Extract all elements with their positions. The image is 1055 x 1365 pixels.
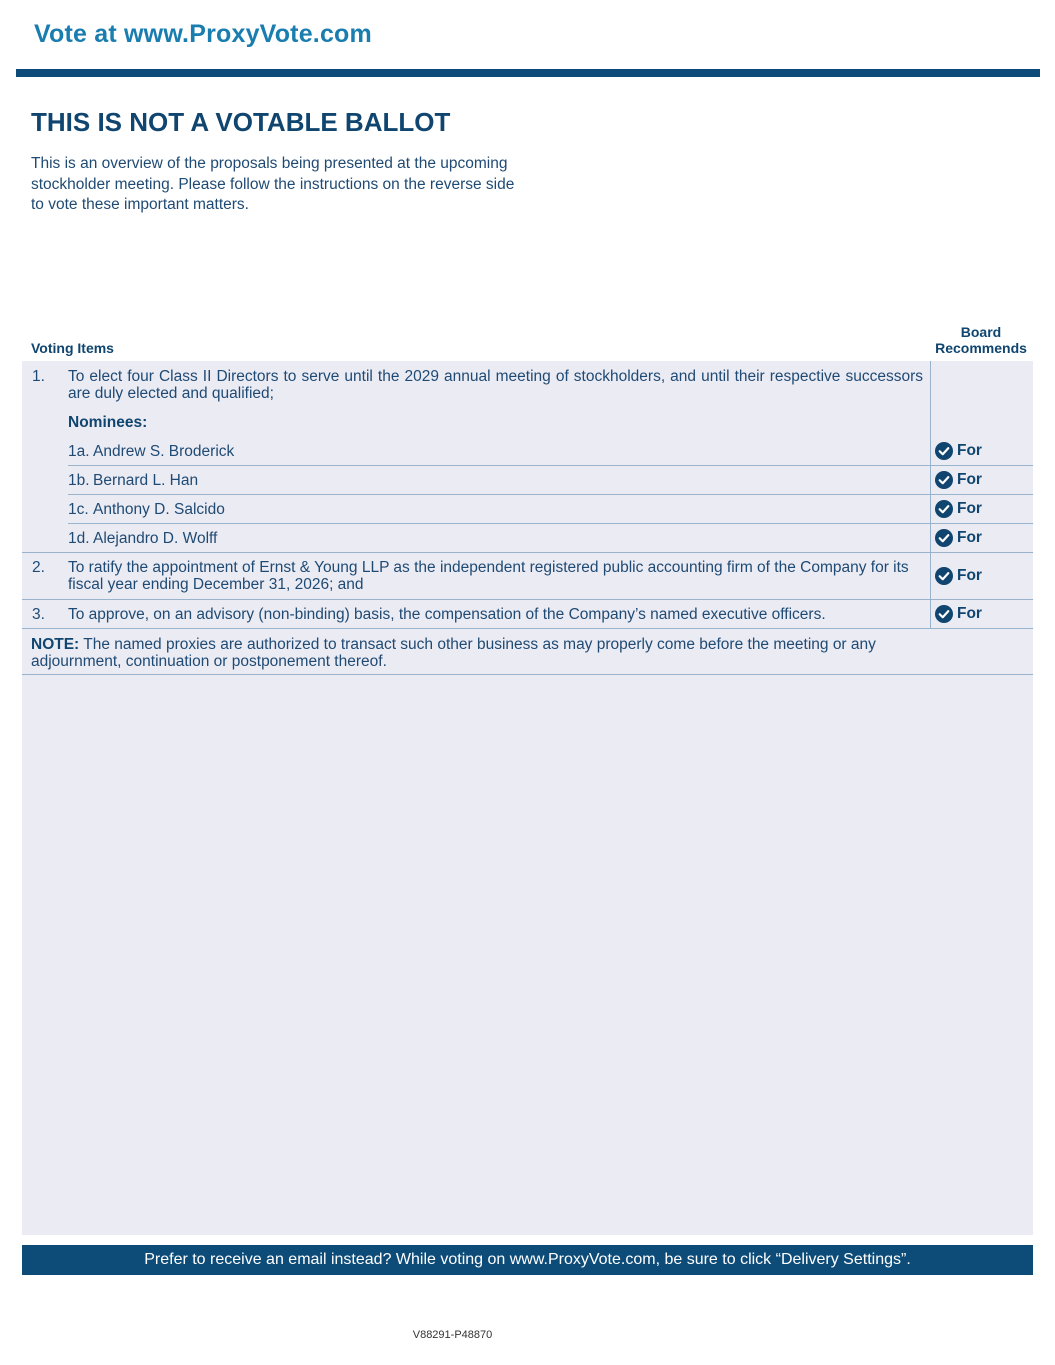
site-title: Vote at www.ProxyVote.com	[34, 20, 372, 48]
board-header-line1: Board	[960, 324, 1002, 340]
recommendation-label: For	[957, 471, 982, 488]
document-id: V88291-P48870	[412, 1329, 493, 1341]
row-divider	[22, 674, 1033, 675]
board-recommends-header	[930, 324, 1032, 356]
intro-text: This is an overview of the proposals being presented at the upcoming stockholder meeting. Please follow the instructions on the reverse side to vote these important matters.	[31, 155, 515, 213]
check-circle-icon	[935, 605, 953, 623]
recommendation-label: For	[957, 500, 982, 517]
voting-items-panel	[22, 361, 1033, 1235]
proposal-2-recommendation	[935, 567, 982, 585]
check-circle-icon	[935, 529, 953, 547]
note-text: The named proxies are authorized to transact such other business as may properly come before the meeting or any adjournment, continuation or postponement thereof.	[31, 636, 876, 670]
board-header-line2: Recommends	[935, 340, 1027, 356]
row-divider	[68, 523, 1033, 524]
email-delivery-banner: Prefer to receive an email instead? While voting on www.ProxyVote.com, be sure to click “Delivery Settings”.	[22, 1245, 1033, 1275]
recommendation-label: For	[957, 605, 982, 622]
proposal-3-number: 3.	[32, 606, 45, 623]
nominee-1c-name: Anthony D. Salcido	[93, 501, 225, 518]
nominee-1d-recommendation	[935, 529, 982, 547]
proposal-2-number: 2.	[32, 559, 45, 576]
row-divider	[22, 628, 1033, 629]
nominees-label: Nominees:	[68, 414, 148, 431]
proposal-1-number: 1.	[32, 368, 45, 385]
check-circle-icon	[935, 442, 953, 460]
recommendation-label: For	[957, 529, 982, 546]
note	[31, 636, 931, 670]
row-divider	[22, 599, 1033, 600]
row-divider	[22, 552, 1033, 553]
row-divider	[68, 465, 1033, 466]
recommendation-label: For	[957, 442, 982, 459]
proposal-1-text: To elect four Class II Directors to serve until the 2029 annual meeting of stockholders, and until their respective successors are duly elected and qualified;	[68, 368, 923, 402]
nominee-1c-id: 1c.	[68, 501, 89, 518]
header-rule	[16, 69, 1040, 77]
row-divider	[68, 494, 1033, 495]
nominee-1a-recommendation	[935, 442, 982, 460]
nominee-1d-name: Alejandro D. Wolff	[93, 530, 218, 547]
proposal-2-text: To ratify the appointment of Ernst & Young LLP as the independent registered public accounting firm of the Company for its fiscal year ending December 31, 2026; and	[68, 559, 909, 593]
nominee-1b-recommendation	[935, 471, 982, 489]
ballot-heading: THIS IS NOT A VOTABLE BALLOT	[31, 107, 451, 137]
nominee-1a-id: 1a.	[68, 443, 90, 460]
recommendation-label: For	[957, 567, 982, 584]
check-circle-icon	[935, 567, 953, 585]
check-circle-icon	[935, 471, 953, 489]
proposal-3-recommendation	[935, 605, 982, 623]
nominee-1b-id: 1b.	[68, 472, 90, 489]
proposal-3-text: To approve, on an advisory (non-binding) basis, the compensation of the Company’s named executive officers.	[68, 606, 826, 623]
note-label: NOTE:	[31, 636, 80, 653]
nominee-1b-name: Bernard L. Han	[93, 472, 199, 489]
check-circle-icon	[935, 500, 953, 518]
voting-items-header: Voting Items	[31, 340, 114, 356]
nominee-1c-recommendation	[935, 500, 982, 518]
nominee-1d-id: 1d.	[68, 530, 90, 547]
nominee-1a-name: Andrew S. Broderick	[93, 443, 235, 460]
